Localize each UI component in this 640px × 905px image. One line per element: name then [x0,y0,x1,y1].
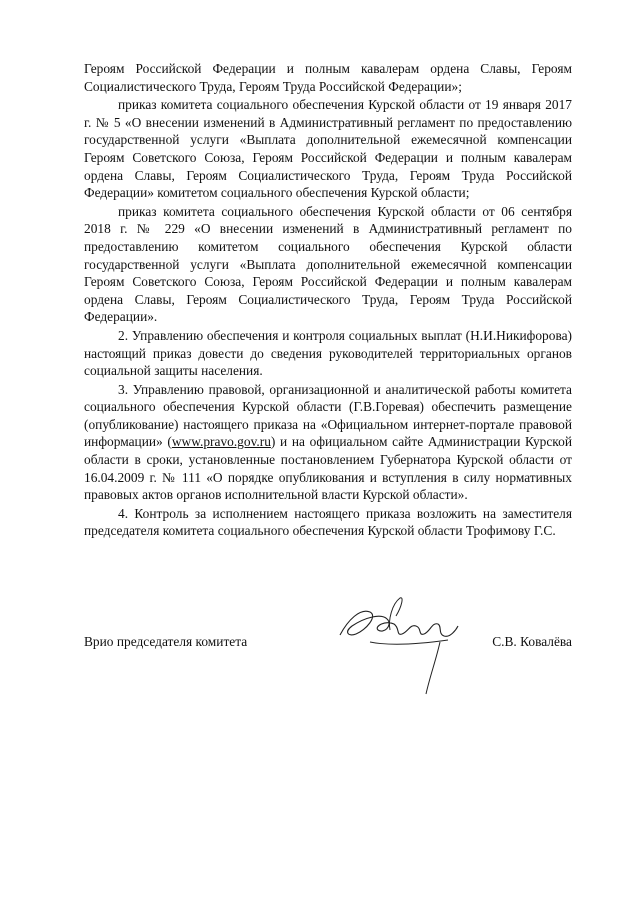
paragraph-continuation: Героям Российской Федерации и полным кавалерам ордена Славы, Героям Социалистического Труда, Героям Труда Российской Федерации»; [84,61,572,94]
signatory-title: Врио председателя комитета [84,634,248,649]
signature-row [84,634,572,664]
signatory-name: С.В. Ковалёва [492,634,572,649]
paragraph-item-2: 2. Управлению обеспечения и контроля социальных выплат (Н.И.Никифорова) настоящий приказ довести до сведения руководителей территориальных органов социальной защиты населения. [84,327,572,379]
paragraph-item-3-after: ) и на официальном сайте Администрации Курской области в сроки, установленные постановлением Губернатора Курской области от 16.04.2009 г. № 111 «О порядке опубликования и вступления в силу нормативных правовых актов органов исполнительной власти Курской области». [84,434,572,503]
document-body [84,60,572,540]
paragraph-item-3-before: 3. Управлению правовой, организационной и аналитической работы комитета социального обеспечения Курской области (Г.В.Горевая) обеспечить размещение (опубликование) настоящего приказа на «Официальном интернет-портале правовой информации» ( [84,381,572,450]
paragraph-order-2017: приказ комитета социального обеспечения Курской области от 19 января 2017 г. № 5 «О внесении изменений в Административный регламент по предоставлению государственной услуги «Выплата дополнительной ежемесячной компенсации Героям Советского Союза, Героям Российской Федерации и полным кавалерам ордена Славы, Героям Социалистического Труда, Героям Труда Российской Федерации» комитетом социального обеспечения Курской области; [84,97,572,201]
pravo-gov-link[interactable]: www.pravo.gov.ru [171,434,271,450]
paragraph-item-3 [84,381,572,504]
paragraph-order-2018: приказ комитета социального обеспечения Курской области от 06 сентября 2018 г. № 229 «О внесении изменений в Административный регламент по предоставлению комитетом социального обеспечения Курской области государственной услуги «Выплата дополнительной ежемесячной компенсации Героям Советского Союза, Героям Российской Федерации и полным кавалерам ордена Славы, Героям Социалистического Труда, Героям Труда Российской Федерации». [84,203,572,325]
paragraph-item-4: 4. Контроль за исполнением настоящего приказа возложить на заместителя председателя комитета социального обеспечения Курской области Трофимову Г.С. [84,505,572,539]
